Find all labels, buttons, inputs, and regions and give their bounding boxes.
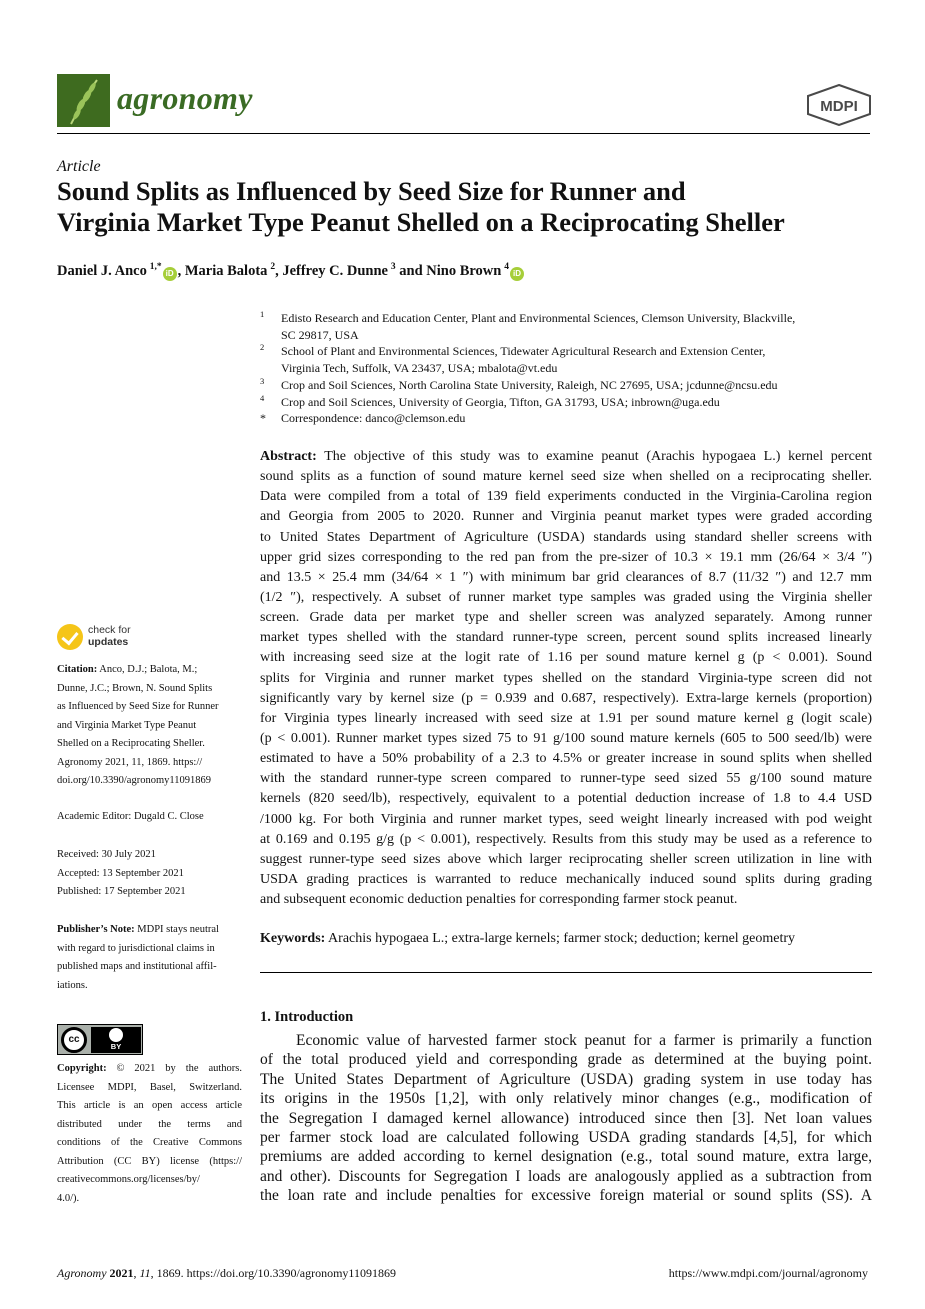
- abstract-label: Abstract:: [260, 449, 317, 464]
- attribution-person-icon: [109, 1028, 123, 1042]
- affiliation-item: [258, 394, 873, 411]
- author-affil-sup: 1,*: [149, 262, 162, 272]
- orcid-icon[interactable]: iD: [163, 267, 177, 281]
- citation-doi-link[interactable]: doi.org/10.3390/agronomy11091869: [57, 775, 211, 786]
- copyright-line: distributed under the terms and: [57, 1118, 242, 1130]
- accepted-date: Accepted: 13 September 2021: [57, 867, 184, 879]
- abstract-line: significantly vary by kernel size (p = 0.939 and 0.687, respectively). Extra-large kernels (proportion): [260, 690, 872, 706]
- footer-doi[interactable]: , 1869. https://doi.org/10.3390/agronomy11091869: [150, 1266, 396, 1280]
- note-line: published maps and institutional affil-: [57, 961, 217, 972]
- affiliation-item: [258, 377, 873, 394]
- copyright-line: 4.0/).: [57, 1192, 80, 1204]
- copyright-line: [57, 1060, 242, 1079]
- body-line: premiums are added according to kernel designation (e.g., total sound mature, extra large,: [260, 1148, 872, 1166]
- affiliation-line: Edisto Research and Education Center, Plant and Environmental Sciences, Clemson University, Blackville,: [281, 311, 796, 325]
- check-for-updates-icon: [57, 624, 83, 650]
- abstract-line: and subsequent economic deduction penalties for corresponding farmer stock peanut.: [260, 892, 738, 908]
- abstract-line: with the standard runner-type screen compared to runner-type seed sized 55 g/100 sound mature: [260, 771, 872, 787]
- header-rule: [57, 133, 870, 134]
- abstract-line: /1000 kg. For both Virginia and runner market types, seed weight linearly increased with pod weight: [260, 811, 872, 827]
- affiliation-line: Crop and Soil Sciences, University of Georgia, Tifton, GA 31793, USA; inbrown@uga.edu: [281, 394, 720, 409]
- affiliation-line: Virginia Tech, Suffolk, VA 23437, USA; mbalota@vt.edu: [281, 361, 558, 376]
- affiliation-line: Crop and Soil Sciences, North Carolina State University, Raleigh, NC 27695, USA; jcdunne@ncsu.edu: [281, 377, 778, 392]
- copyright-line: Attribution (CC BY) license (https://: [57, 1155, 242, 1167]
- section-rule: [260, 972, 872, 973]
- citation-line: [57, 661, 242, 680]
- section-heading: 1. Introduction: [260, 1009, 354, 1025]
- cc-icon: cc: [61, 1027, 87, 1053]
- abstract-line: with increasing seed size at the logit rate of 1.16 per sound mature kernel g (p < 0.001). Sound: [260, 650, 872, 666]
- journal-logo-icon: [57, 74, 110, 127]
- citation-line: Dunne, J.C.; Brown, N. Sound Splits: [57, 682, 213, 694]
- abstract-line: sound splits as a function of sound mature kernel seed size when shelled on a reciprocating sheller.: [260, 469, 872, 485]
- journal-name[interactable]: agronomy: [117, 80, 253, 116]
- body-line: and other). Discounts for Segregation I loads are analogously applied as a subtraction from: [260, 1167, 872, 1185]
- published-date: Published: 17 September 2021: [57, 886, 186, 897]
- affiliation-number: 2: [260, 342, 265, 353]
- by-icon: [91, 1027, 141, 1053]
- copyright-text: © 2021 by the authors.: [106, 1063, 242, 1074]
- abstract-line: market types shelled with the standard runner-type screen, percent sound splits increased linearly: [260, 630, 872, 646]
- dates-block: [57, 846, 242, 902]
- citation-text: Anco, D.J.; Balota, M.;: [97, 664, 198, 675]
- affiliation-line: School of Plant and Environmental Sciences, Tidewater Agricultural Research and Extension Center,: [281, 344, 766, 359]
- abstract-line: suggest runner-type seed sizes above which larger reciprocating sheller screen utilization in line with: [260, 851, 872, 867]
- abstract-line: Data were compiled from a total of 139 field experiments conducted in the Virginia-Carolina region: [260, 489, 872, 505]
- body-line: The United States Department of Agriculture (USDA) grading system in use today has: [260, 1070, 872, 1088]
- title-line: Sound Splits as Influenced by Seed Size for Runner and: [57, 176, 686, 206]
- copyright-block: [57, 1060, 242, 1208]
- affiliation-item: [258, 343, 873, 376]
- affiliation-line: SC 29817, USA: [281, 327, 359, 342]
- author-list: [57, 262, 525, 281]
- body-line: the loan rate and include penalties for excessive foreign material or sound splits (SS). A: [260, 1187, 872, 1205]
- check-for-updates-line: check for: [88, 624, 131, 636]
- title-line: Virginia Market Type Peanut Shelled on a Reciprocating Sheller: [57, 207, 785, 237]
- author-name[interactable]: , Maria Balota: [177, 263, 268, 279]
- affiliation-number: 1: [260, 309, 265, 319]
- author-affil-sup: 2: [270, 262, 276, 272]
- body-line: its origins in the 1950s [1,2], with only relatively minor changes (e.g., modification of: [260, 1090, 872, 1108]
- correspondence-item: [258, 410, 873, 427]
- affiliations: [258, 310, 873, 427]
- note-text: MDPI stays neutral: [134, 924, 219, 935]
- footer-journal-url[interactable]: https://www.mdpi.com/journal/agronomy: [668, 1266, 868, 1280]
- abstract-line: upper grid sizes corresponding to the red pan from the pre-sizer of 10.3 × 19.1 mm (26/64 × 3/4 ″): [260, 549, 872, 565]
- note-line: [57, 921, 242, 940]
- keywords: [260, 931, 872, 947]
- footer-year: 2021: [109, 1266, 134, 1280]
- abstract-line: for Virginia types linearly increased with seed size at 1.91 per sound mature kernel g (logit scale): [260, 710, 872, 726]
- keywords-label: Keywords:: [260, 931, 326, 946]
- footer-volume: 11: [139, 1266, 151, 1280]
- citation-line: Shelled on a Reciprocating Sheller.: [57, 738, 205, 749]
- abstract-line-text: The objective of this study was to examine peanut (Arachis hypogaea L.) kernel percent: [316, 449, 872, 464]
- mdpi-logo-icon[interactable]: [806, 84, 872, 126]
- abstract-line: [260, 447, 872, 467]
- abstract-line: (1/2 ″), respectively. A subset of runner market type samples was graded using the Virginia sheller: [260, 589, 872, 605]
- introduction-body: [260, 1031, 872, 1206]
- orcid-icon[interactable]: iD: [510, 267, 524, 281]
- cc-by-license-badge[interactable]: [57, 1024, 143, 1055]
- abstract-line: screen. Grade data per market type and sheller screen was analyzed separately. Among runner: [260, 610, 872, 626]
- citation-block: [57, 661, 242, 791]
- copyright-line[interactable]: creativecommons.org/licenses/by/: [57, 1174, 200, 1185]
- abstract-line: (p < 0.001). Runner market types sized 75 to 91 g/100 sound mature kernels (605 to 500 seed/lb) were: [260, 730, 872, 746]
- copyright-label: Copyright:: [57, 1063, 107, 1074]
- abstract-line: at 0.169 and 0.195 g/g (p < 0.001), respectively. Results from this study may be used as a reference to: [260, 831, 872, 847]
- note-label: Publisher’s Note:: [57, 924, 135, 935]
- abstract-line: estimated to have a 50% probability of a 2.3 to 4.5% or greater increase in sound splits when shelled: [260, 751, 872, 767]
- author-name[interactable]: and Nino Brown: [395, 263, 502, 279]
- received-date: Received: 30 July 2021: [57, 849, 156, 860]
- affiliation-number: 3: [260, 375, 265, 386]
- affiliation-number: 4: [260, 392, 265, 403]
- footer-citation: Agronomy 2021, 11, 1869. https://doi.org/10.3390/agronomy11091869: [57, 1266, 396, 1280]
- affiliation-item: [258, 310, 873, 343]
- publishers-note: [57, 921, 242, 995]
- check-for-updates-button[interactable]: [57, 624, 147, 652]
- note-line: iations.: [57, 979, 88, 991]
- check-for-updates-line: updates: [88, 635, 129, 648]
- abstract-line: and 13.5 × 25.4 mm (34/64 × 1 ″) with minimum bar grid clearances of 8.7 (11/32 ″) and 12.7 mm: [260, 569, 872, 585]
- mdpi-logo-text: MDPI: [820, 98, 858, 115]
- author-affil-sup: 4: [504, 262, 509, 272]
- body-line: per farmer stock load are calculated following USDA grading standards [4,5], for which: [260, 1128, 872, 1146]
- copyright-line: Licensee MDPI, Basel, Switzerland.: [57, 1081, 242, 1093]
- abstract-line: USDA grading practices is warranted to reduce mechanically induced sound splits during grading: [260, 871, 872, 887]
- abstract-line: and Georgia from 2005 to 2020. Runner and Virginia peanut market types were graded according: [260, 509, 872, 525]
- author-name[interactable]: , Jeffrey C. Dunne: [275, 263, 388, 279]
- check-for-updates-label: [88, 625, 131, 648]
- citation-line: as Influenced by Seed Size for Runner: [57, 701, 219, 712]
- abstract-line: kernels (820 seed/lb), respectively, equivalent to a potential deduction increase of 1.8 to 4.4 USD: [260, 791, 872, 807]
- correspondence-star: *: [260, 411, 266, 426]
- article-type: Article: [57, 158, 101, 175]
- note-line: with regard to jurisdictional claims in: [57, 942, 215, 954]
- body-line: of the total produced yield and corresponding grade as determined at the buying point.: [260, 1051, 872, 1069]
- body-line: Economic value of harvested farmer stock peanut for a farmer is primarily a function: [296, 1032, 872, 1049]
- footer-journal: Agronomy: [57, 1266, 107, 1280]
- copyright-line: This article is an open access article: [57, 1100, 242, 1111]
- citation-line: Agronomy 2021, 11, 1869. https://: [57, 756, 203, 768]
- article-title: [57, 176, 877, 238]
- author-affil-sup: 3: [390, 262, 396, 272]
- body-line: the Segregation I damaged kernel allowance) introduced since then [3]. Net loan values: [260, 1109, 872, 1127]
- copyright-line: conditions of the Creative Commons: [57, 1137, 242, 1148]
- abstract-line: splits for Virginia and runner market types shelled on the standard Virginia-type screen did not: [260, 670, 872, 686]
- correspondence-line: Correspondence: danco@clemson.edu: [281, 411, 466, 426]
- citation-line: and Virginia Market Type Peanut: [57, 719, 197, 731]
- by-label: BY: [110, 1042, 122, 1051]
- abstract-line: to United States Department of Agriculture (USDA) standards using standard sheller screens with: [260, 529, 872, 545]
- citation-label: Citation:: [57, 664, 98, 675]
- abstract: [260, 447, 872, 910]
- academic-editor: Academic Editor: Dugald C. Close: [57, 811, 204, 822]
- author-name[interactable]: Daniel J. Anco: [57, 263, 147, 279]
- keywords-text: Arachis hypogaea L.; extra-large kernels; farmer stock; deduction; kernel geometry: [325, 931, 796, 946]
